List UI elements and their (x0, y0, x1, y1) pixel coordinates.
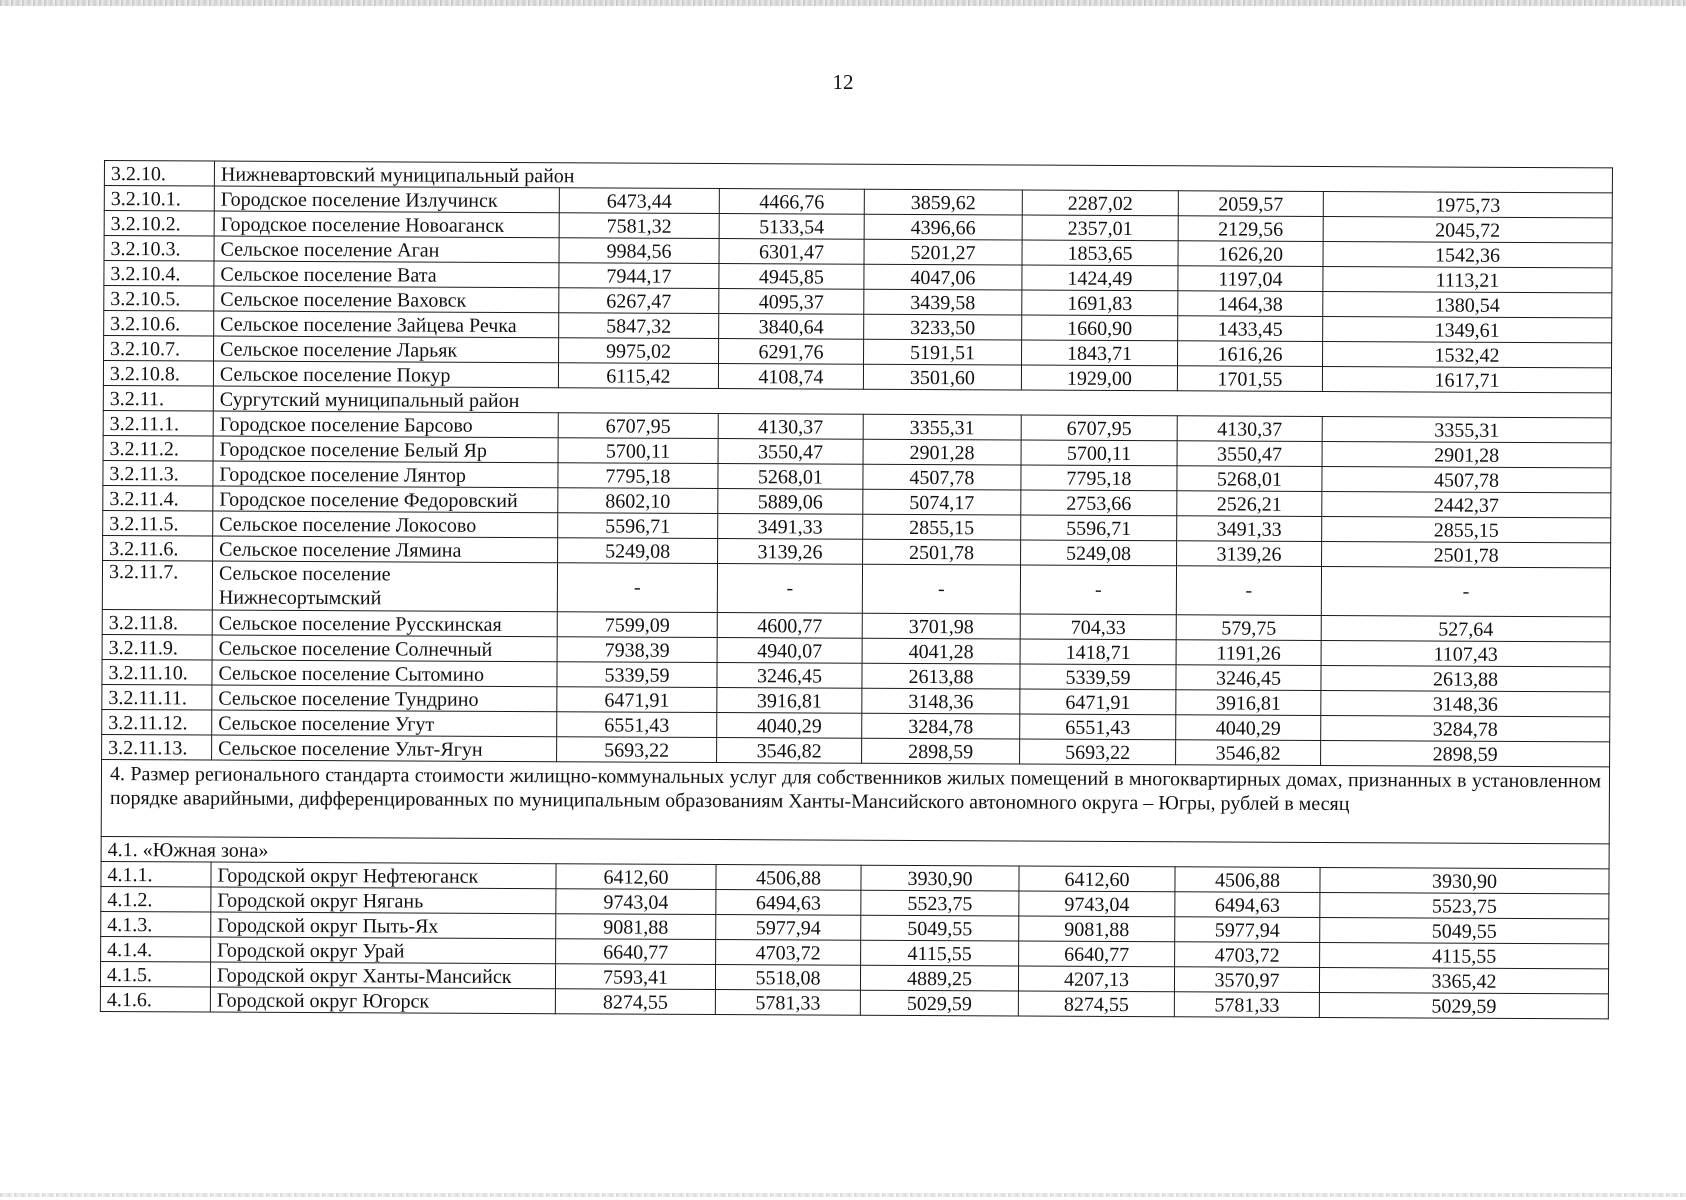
value-cell: 4040,29 (1176, 715, 1321, 741)
value-cell: 5249,08 (1021, 540, 1177, 566)
municipality-name: Городское поселение Новоаганск (214, 211, 559, 238)
value-cell: 2613,88 (862, 663, 1020, 689)
municipality-name: Городской округ Югорск (210, 987, 555, 1014)
value-cell: 2129,56 (1178, 216, 1323, 242)
section-paragraph-row (101, 759, 1609, 843)
value-cell: 5781,33 (1174, 992, 1319, 1018)
value-cell: 9743,04 (1019, 891, 1175, 917)
value-cell: 4041,28 (862, 638, 1020, 664)
value-cell: 3284,78 (1321, 715, 1610, 741)
value-cell: 6494,63 (716, 889, 861, 915)
row-code: 3.2.11.2. (103, 435, 213, 461)
value-cell: 1380,54 (1323, 291, 1612, 317)
value-cell: 1197,04 (1178, 266, 1323, 292)
value-cell: 2898,59 (1321, 740, 1610, 766)
row-code: 3.2.10.2. (104, 211, 214, 237)
row-code: 3.2.11.13. (102, 734, 212, 760)
municipality-name: Городской округ Урай (211, 937, 556, 964)
section-paragraph: 4. Размер регионального стандарта стоимости жилищно-коммунальных услуг для собственников жилых помещений в многоквартирных домах, признанных в установленном порядке аварийными, дифференцированных по муниципальным образованиям Ханты-Мансийского автономного округа – Югры, рублей в месяц (101, 759, 1609, 843)
municipality-name: Сельское поселение Вата (214, 261, 559, 288)
municipality-name: Городской округ Нягань (211, 887, 556, 914)
value-cell: 6291,76 (719, 339, 864, 365)
value-cell: 5847,32 (559, 313, 719, 339)
municipality-name: Сельское поселение Русскинская (212, 610, 557, 637)
value-cell: 2059,57 (1178, 191, 1323, 217)
value-cell: 6494,63 (1175, 892, 1320, 918)
value-cell: - (557, 563, 717, 613)
value-cell: 1701,55 (1177, 366, 1322, 392)
table-body (100, 161, 1612, 1019)
value-cell: 7938,39 (557, 637, 717, 663)
row-code: 3.2.10.7. (104, 336, 214, 362)
value-cell: 3148,36 (862, 688, 1020, 714)
municipality-name: Сельское поселение Аган (214, 236, 559, 263)
municipality-name: Сельское поселение Локосово (213, 511, 558, 538)
value-cell: 1349,61 (1323, 316, 1612, 342)
value-cell: 2901,28 (1322, 441, 1611, 467)
value-cell: 4207,13 (1018, 966, 1174, 992)
row-code: 4.1.2. (101, 886, 211, 912)
value-cell: 3355,31 (1322, 416, 1611, 442)
municipality-name: Сельское поселение Тундрино (212, 685, 557, 712)
value-cell: 5977,94 (1175, 917, 1320, 943)
value-cell: 4703,72 (716, 939, 861, 965)
value-cell: 3491,33 (718, 514, 863, 540)
value-cell: 1532,42 (1323, 341, 1612, 367)
value-cell: 1433,45 (1178, 316, 1323, 342)
municipality-name: Сельское поселение Солнечный (212, 635, 557, 662)
value-cell: 5268,01 (1177, 466, 1322, 492)
value-cell: 4047,06 (864, 264, 1022, 290)
value-cell: 6473,44 (559, 188, 719, 214)
value-cell: 2613,88 (1321, 665, 1610, 691)
value-cell: 4507,78 (863, 464, 1021, 490)
value-cell: 2442,37 (1322, 491, 1611, 517)
row-code: 3.2.10.5. (104, 286, 214, 312)
value-cell: 6471,91 (1020, 689, 1176, 715)
municipality-name: Сельское поселение Покур (213, 361, 558, 388)
value-cell: 4506,88 (1175, 867, 1320, 893)
value-cell: 1853,65 (1022, 240, 1178, 266)
row-code: 4.1.1. (101, 861, 211, 887)
value-cell: 5339,59 (1020, 664, 1176, 690)
value-cell: 4040,29 (717, 713, 862, 739)
value-cell: 6412,60 (556, 864, 716, 890)
value-cell: 4115,55 (1320, 942, 1609, 968)
value-cell: 3546,82 (717, 738, 862, 764)
value-cell: 9975,02 (559, 338, 719, 364)
value-cell: 5133,54 (719, 214, 864, 240)
value-cell: 3501,60 (863, 364, 1021, 390)
value-cell: 2753,66 (1021, 490, 1177, 516)
value-cell: 8274,55 (1018, 991, 1174, 1017)
value-cell: 3365,42 (1319, 967, 1608, 993)
value-cell: 2898,59 (862, 738, 1020, 764)
section-code: 3.2.11. (103, 385, 213, 411)
value-cell: 1626,20 (1178, 241, 1323, 267)
value-cell: 4115,55 (861, 940, 1019, 966)
page-number: 12 (832, 70, 854, 94)
value-cell: 9081,88 (556, 914, 716, 940)
value-cell: 3439,58 (864, 289, 1022, 315)
value-cell: 4108,74 (718, 364, 863, 390)
section-title: Сургутский муниципальный район (213, 386, 1611, 418)
value-cell: 4130,37 (1177, 416, 1322, 442)
value-cell: 5518,08 (715, 964, 860, 990)
row-code: 4.1.4. (101, 936, 211, 962)
value-cell: 6301,47 (719, 239, 864, 265)
value-cell: 1424,49 (1022, 265, 1178, 291)
value-cell: 5523,75 (1320, 892, 1609, 918)
value-cell: 4095,37 (719, 289, 864, 315)
value-cell: 6551,43 (1020, 714, 1176, 740)
value-cell: 6707,95 (558, 413, 718, 439)
value-cell: 5977,94 (716, 914, 861, 940)
municipality-name: Сельское поселение Ларьяк (214, 336, 559, 363)
row-code: 3.2.11.6. (103, 535, 213, 561)
row-code: 3.2.10.3. (104, 236, 214, 262)
municipality-name: Городское поселение Федоровский (213, 486, 558, 513)
value-cell: 3284,78 (862, 713, 1020, 739)
value-cell: 6115,42 (558, 363, 718, 389)
value-cell: 8602,10 (558, 488, 718, 514)
value-cell: 5201,27 (864, 239, 1022, 265)
value-cell: 4506,88 (716, 864, 861, 890)
municipality-name: Сельское поселение Сытомино (212, 660, 557, 687)
zone-title: 4.1. «Южная зона» (101, 836, 1609, 868)
value-cell: 7944,17 (559, 263, 719, 289)
value-cell: 5049,55 (861, 915, 1019, 941)
value-cell: 1975,73 (1323, 191, 1612, 217)
value-cell: - (1020, 565, 1176, 615)
value-cell: 6267,47 (559, 288, 719, 314)
value-cell: 5268,01 (718, 464, 863, 490)
row-code: 4.1.5. (100, 961, 210, 987)
value-cell: 5049,55 (1320, 917, 1609, 943)
value-cell: 1191,26 (1176, 640, 1321, 666)
value-cell: 3570,97 (1174, 967, 1319, 993)
value-cell: 4130,37 (718, 414, 863, 440)
section-code: 3.2.10. (104, 161, 214, 187)
value-cell: 7593,41 (555, 964, 715, 990)
municipality-name: Городское поселение Излучинск (214, 186, 559, 213)
municipality-name: Сельское поселение Угут (212, 710, 557, 737)
value-cell: 5029,59 (1319, 992, 1608, 1018)
value-cell: 3550,47 (1177, 441, 1322, 467)
value-cell: 3139,26 (1177, 541, 1322, 567)
value-cell: 6640,77 (1019, 941, 1175, 967)
row-code: 3.2.11.5. (103, 510, 213, 536)
value-cell: 9743,04 (556, 889, 716, 915)
row-code: 3.2.11.11. (102, 684, 212, 710)
value-cell: - (717, 564, 862, 614)
row-code: 3.2.11.1. (103, 410, 213, 436)
municipality-name: Городской округ Ханты-Мансийск (210, 962, 555, 989)
standards-table (100, 160, 1613, 1019)
value-cell: 4466,76 (719, 189, 864, 215)
value-cell: 5781,33 (715, 989, 860, 1015)
value-cell: 2287,02 (1022, 190, 1178, 216)
value-cell: 1542,36 (1323, 241, 1612, 267)
value-cell: - (1176, 566, 1321, 616)
value-cell: 5249,08 (558, 538, 718, 564)
value-cell: - (862, 564, 1020, 614)
value-cell: 6412,60 (1019, 866, 1175, 892)
value-cell: 1616,26 (1178, 341, 1323, 367)
value-cell: - (1321, 566, 1610, 616)
value-cell: 5693,22 (1020, 739, 1176, 765)
value-cell: 7795,18 (1021, 465, 1177, 491)
value-cell: 1929,00 (1021, 365, 1177, 391)
value-cell: 5074,17 (863, 489, 1021, 515)
row-code: 4.1.3. (101, 911, 211, 937)
value-cell: 2501,78 (863, 539, 1021, 565)
municipality-name: Сельское поселение Лямина (213, 536, 558, 563)
value-cell: 4940,07 (717, 638, 862, 664)
value-cell: 3859,62 (864, 189, 1022, 215)
value-cell: 2526,21 (1177, 491, 1322, 517)
municipality-name: Городской округ Пыть-Ях (211, 912, 556, 939)
value-cell: 1617,71 (1322, 366, 1611, 392)
value-cell: 3840,64 (719, 314, 864, 340)
row-code: 3.2.11.9. (102, 634, 212, 660)
value-cell: 7581,32 (559, 213, 719, 239)
municipality-name: Сельское поселение Нижнесортымский (212, 561, 557, 612)
value-cell: 1107,43 (1321, 640, 1610, 666)
value-cell: 527,64 (1321, 615, 1610, 641)
value-cell: 4600,77 (717, 613, 862, 639)
value-cell: 4396,66 (864, 214, 1022, 240)
value-cell: 4889,25 (860, 965, 1018, 991)
municipality-name: Городское поселение Барсово (213, 411, 558, 438)
value-cell: 3916,81 (1176, 690, 1321, 716)
row-code: 3.2.11.10. (102, 659, 212, 685)
value-cell: 3701,98 (862, 613, 1020, 639)
section-title: Нижневартовский муниципальный район (214, 161, 1612, 193)
value-cell: 5339,59 (557, 662, 717, 688)
value-cell: 3930,90 (861, 865, 1019, 891)
value-cell: 1418,71 (1020, 639, 1176, 665)
municipality-name: Сельское поселение Зайцева Речка (214, 311, 559, 338)
value-cell: 1660,90 (1022, 315, 1178, 341)
value-cell: 9984,56 (559, 238, 719, 264)
row-code: 3.2.10.6. (104, 311, 214, 337)
municipality-name: Сельское поселение Ваховск (214, 286, 559, 313)
row-code: 3.2.11.12. (102, 709, 212, 735)
value-cell: 3148,36 (1321, 690, 1610, 716)
value-cell: 3916,81 (717, 688, 862, 714)
value-cell: 2855,15 (863, 514, 1021, 540)
value-cell: 3546,82 (1176, 740, 1321, 766)
value-cell: 3355,31 (863, 414, 1021, 440)
table-row (102, 560, 1610, 616)
row-code: 3.2.11.3. (103, 460, 213, 486)
value-cell: 5700,11 (1021, 440, 1177, 466)
value-cell: 2901,28 (863, 439, 1021, 465)
value-cell: 3246,45 (717, 663, 862, 689)
scan-edge-top (0, 0, 1686, 6)
value-cell: 5523,75 (861, 890, 1019, 916)
value-cell: 5029,59 (860, 990, 1018, 1016)
value-cell: 5889,06 (718, 489, 863, 515)
value-cell: 4703,72 (1175, 942, 1320, 968)
value-cell: 2357,01 (1022, 215, 1178, 241)
value-cell: 3246,45 (1176, 665, 1321, 691)
value-cell: 3491,33 (1177, 516, 1322, 542)
value-cell: 1464,38 (1178, 291, 1323, 317)
row-code: 3.2.11.4. (103, 485, 213, 511)
value-cell: 2045,72 (1323, 216, 1612, 242)
value-cell: 6707,95 (1021, 415, 1177, 441)
value-cell: 5700,11 (558, 438, 718, 464)
scan-edge-bottom (0, 1193, 1686, 1197)
value-cell: 2501,78 (1322, 541, 1611, 567)
row-code: 3.2.10.1. (104, 186, 214, 212)
value-cell: 6471,91 (557, 687, 717, 713)
value-cell: 3139,26 (718, 539, 863, 565)
row-code: 3.2.11.7. (102, 560, 212, 610)
value-cell: 2855,15 (1322, 516, 1611, 542)
value-cell: 1843,71 (1022, 340, 1178, 366)
value-cell: 5596,71 (558, 513, 718, 539)
municipality-name: Городской округ Нефтеюганск (211, 862, 556, 889)
value-cell: 3930,90 (1320, 867, 1609, 893)
value-cell: 3550,47 (718, 439, 863, 465)
value-cell: 1691,83 (1022, 290, 1178, 316)
value-cell: 5596,71 (1021, 515, 1177, 541)
value-cell: 7795,18 (558, 463, 718, 489)
row-code: 3.2.10.8. (103, 361, 213, 387)
value-cell: 1113,21 (1323, 266, 1612, 292)
value-cell: 6551,43 (557, 712, 717, 738)
value-cell: 8274,55 (555, 989, 715, 1015)
municipality-name: Городское поселение Белый Яр (213, 436, 558, 463)
row-code: 4.1.6. (100, 986, 210, 1012)
value-cell: 9081,88 (1019, 916, 1175, 942)
value-cell: 6640,77 (556, 939, 716, 965)
value-cell: 579,75 (1176, 615, 1321, 641)
value-cell: 7599,09 (557, 612, 717, 638)
municipality-name: Сельское поселение Ульт-Ягун (212, 735, 557, 762)
value-cell: 4945,85 (719, 264, 864, 290)
value-cell: 4507,78 (1322, 466, 1611, 492)
row-code: 3.2.11.8. (102, 609, 212, 635)
value-cell: 3233,50 (864, 314, 1022, 340)
value-cell: 704,33 (1020, 614, 1176, 640)
municipality-name: Городское поселение Лянтор (213, 461, 558, 488)
value-cell: 5191,51 (864, 339, 1022, 365)
row-code: 3.2.10.4. (104, 261, 214, 287)
value-cell: 5693,22 (557, 737, 717, 763)
